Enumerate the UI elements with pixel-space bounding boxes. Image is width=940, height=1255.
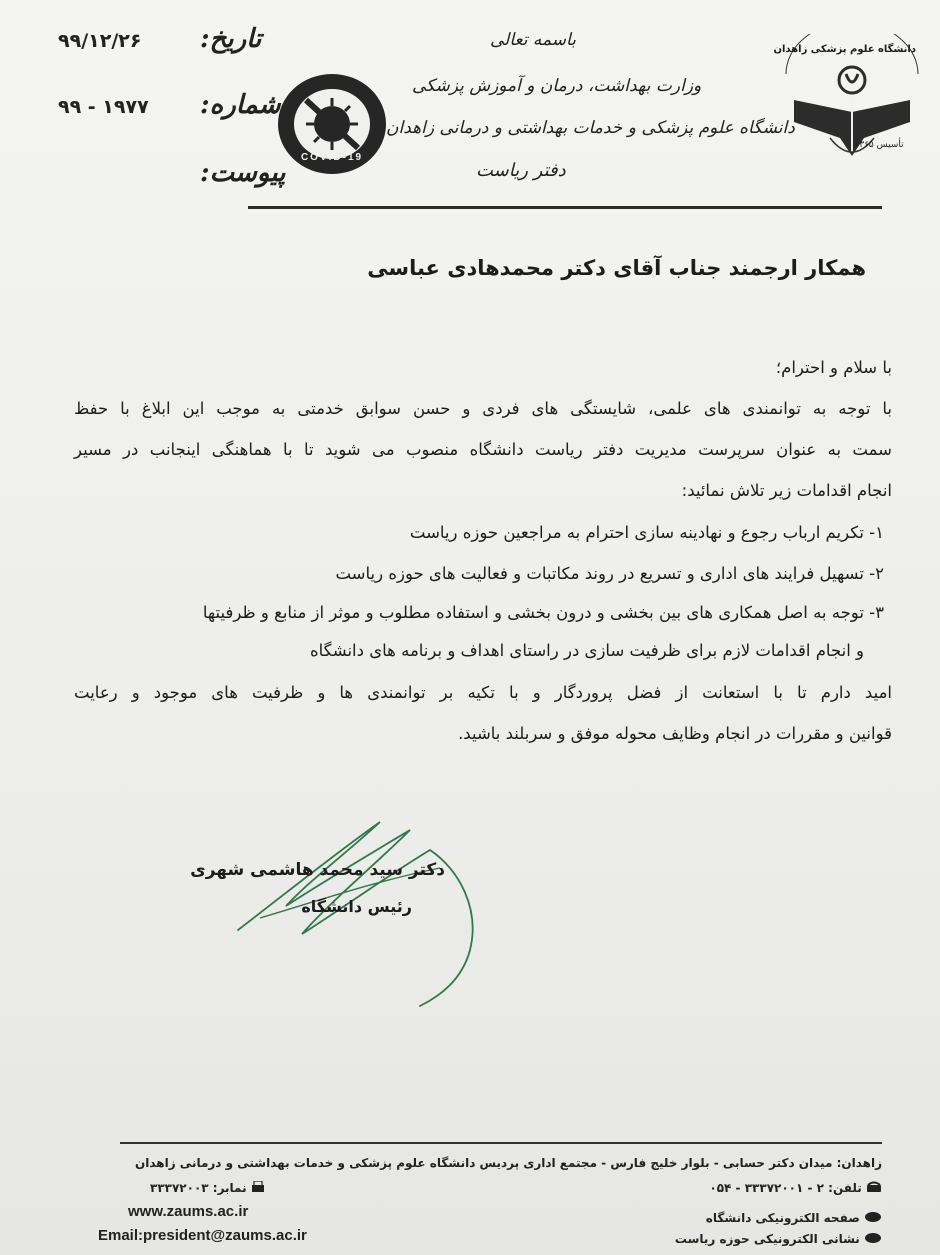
web-icon <box>864 1211 882 1226</box>
covid-stamp-text: COVID-19 <box>300 152 364 163</box>
closing-line-2: قوانین و مقررات در انجام وظایف محوله موفق و سربلند باشید. <box>458 724 892 743</box>
paragraph-line-2: سمت به عنوان سرپرست مدیریت دفتر ریاست دانشگاه منصوب می شوید تا با هماهنگی اینجانب در مسیر <box>74 440 892 459</box>
header-divider <box>248 206 882 209</box>
footer-email[interactable]: Email:president@zaums.ac.ir <box>98 1227 307 1244</box>
number-label: شماره: <box>200 90 281 120</box>
date-label: تاریخ: <box>200 24 262 54</box>
footer-fax-text: نمابر: ۳۳۳۷۲۰۰۳ <box>150 1181 247 1195</box>
closing-line-1: امید دارم تا با استعانت از فضل پروردگار و با تکیه بر توانمندی ها و ظرفیت های موجود و رعایت <box>74 683 892 702</box>
paragraph-line-1: با توجه به توانمندی های علمی، شایستگی های فردی و حسن سوابق خدمتی به موجب این ابلاغ با حفظ <box>74 399 892 418</box>
date-value: ۹۹/۱۲/۲۶ <box>58 30 142 52</box>
footer-address: زاهدان: میدان دکتر حسابی - بلوار خلیج فارس - مجتمع اداری پردیس دانشگاه علوم پزشکی و خدمات بهداشتی و درمانی زاهدان <box>135 1156 882 1170</box>
greeting: با سلام و احترام؛ <box>775 358 892 377</box>
list-item-3: ۳- توجه به اصل همکاری های بین بخشی و درون بخشی و استفاده مطلوب و موثر از منابع و ظرفیتها <box>202 603 884 622</box>
number-value: ۹۹ - ۱۹۷۷ <box>58 96 149 118</box>
university-logo <box>774 34 930 166</box>
signatory-title: رئیس دانشگاه <box>301 897 412 916</box>
logo-founded-text: تأسیس ۱۳۶۵ <box>854 140 904 150</box>
footer-divider <box>120 1142 882 1144</box>
footer-website[interactable]: www.zaums.ac.ir <box>128 1203 249 1220</box>
ministry-name: وزارت بهداشت، درمان و آموزش پزشکی <box>412 76 702 96</box>
footer-eaddress <box>675 1232 882 1247</box>
attachment-label: پیوست: <box>200 158 286 188</box>
office-name: دفتر ریاست <box>476 160 566 181</box>
university-name: دانشگاه علوم پزشکی و خدمات بهداشتی و درمانی زاهدان <box>386 118 795 138</box>
recipient-line: همکار ارجمند جناب آقای دکتر محمدهادی عباسی <box>367 256 866 280</box>
paragraph-line-3: انجام اقدامات زیر تلاش نمائید: <box>681 481 892 500</box>
list-item-1: ۱- تکریم ارباب رجوع و نهادینه سازی احترام به مراجعین حوزه ریاست <box>409 523 884 542</box>
footer-fax <box>150 1181 265 1196</box>
fax-icon <box>251 1181 265 1196</box>
footer-phone-text: تلفن: ۲ - ۳۳۳۷۲۰۰۱ - ۰۵۴ <box>709 1181 862 1195</box>
list-item-3-continued: و انجام اقدامات لازم برای ظرفیت سازی در راستای اهداف و برنامه های دانشگاه <box>309 641 864 660</box>
footer-eweb <box>706 1211 882 1226</box>
footer-eaddress-text: نشانی الکترونیکی حوزه ریاست <box>674 1232 860 1246</box>
invocation: باسمه تعالی <box>490 30 576 50</box>
footer-phone <box>709 1181 882 1196</box>
footer-eweb-text: صفحه الکترونیکی دانشگاه <box>705 1211 860 1225</box>
covid-stamp <box>276 72 388 176</box>
email-icon <box>864 1232 882 1247</box>
signatory-name: دکتر سید محمد هاشمی شهری <box>190 860 445 880</box>
phone-icon <box>866 1181 882 1196</box>
list-item-2: ۲- تسهیل فرایند های اداری و تسریع در روند مکاتبات و فعالیت های حوزه ریاست <box>335 564 884 583</box>
logo-university-text: دانشگاه علوم پزشکی زاهدان <box>773 44 916 55</box>
